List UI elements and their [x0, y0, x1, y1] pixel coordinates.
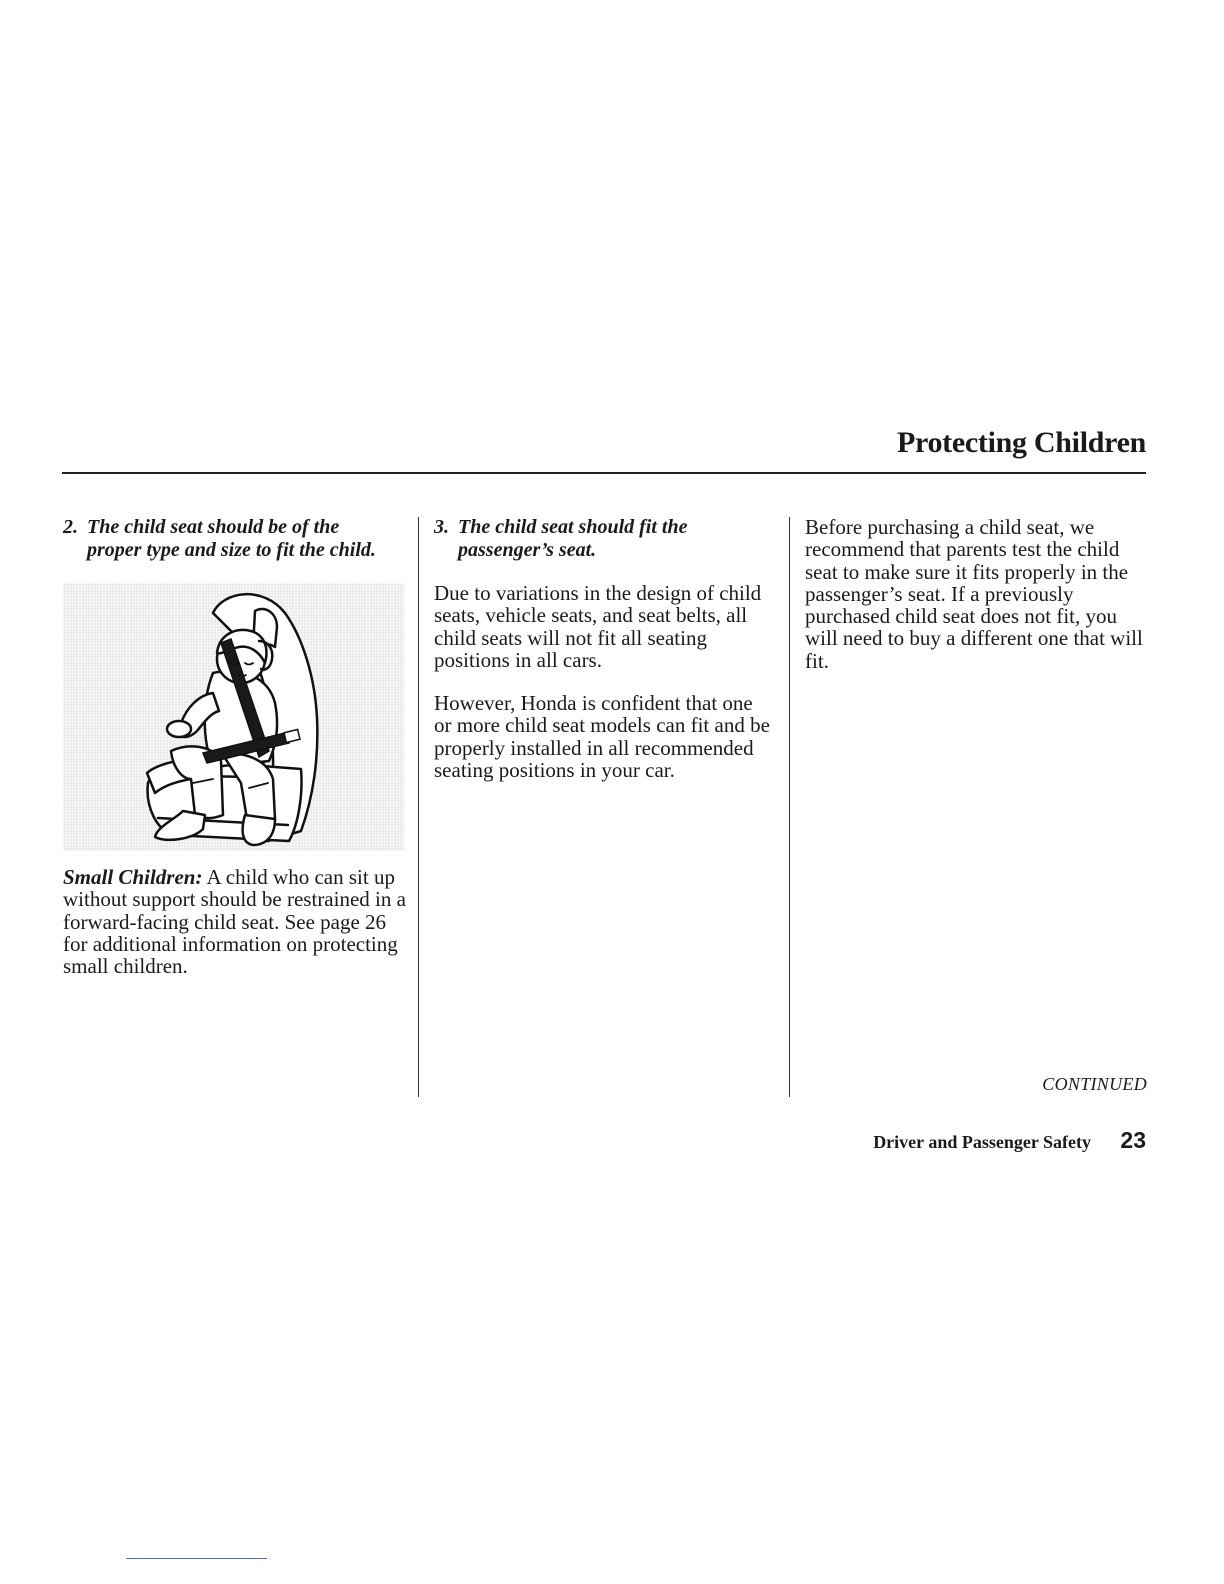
- page-section-title: Protecting Children: [896, 426, 1146, 459]
- item-number: 2.: [63, 516, 78, 538]
- item-heading-3: [434, 516, 774, 562]
- heading-line: proper type and size to fit the child.: [87, 539, 376, 561]
- child-seat-illustration: [63, 583, 404, 851]
- middle-column: [434, 516, 774, 781]
- paragraph-lead: Small Children:: [63, 865, 203, 889]
- continued-label: CONTINUED: [1042, 1074, 1147, 1094]
- child-in-booster-seat-icon: [63, 583, 404, 851]
- heading-line: The child seat should fit the: [458, 516, 688, 538]
- small-children-paragraph: [63, 866, 408, 977]
- item-number: 3.: [434, 516, 449, 538]
- heading-line: passenger’s seat.: [458, 539, 597, 561]
- column-divider-2: [789, 517, 790, 1097]
- footer-section-label: Driver and Passenger Safety: [873, 1132, 1091, 1152]
- page-number: 23: [1120, 1127, 1146, 1153]
- honda-confidence-paragraph: However, Honda is confident that one or more child seat models can fit and be properly installed in all recommended seating positions in your car.: [434, 691, 770, 783]
- purchase-advice-paragraph: Before purchasing a child seat, we recommend that parents test the child seat to make sure it fits properly in the passenger’s seat. If a previously purchased child seat does not fit, you will need to buy a different one that will fit.: [805, 515, 1143, 673]
- paragraph-text: A child who can sit up without support should be restrained in a forward-facing child seat. See page 26 for additional information on protecting small children.: [63, 865, 406, 979]
- design-variation-paragraph: Due to variations in the design of child seats, vehicle seats, and seat belts, all child seats will not fit all seating positions in all cars.: [434, 581, 762, 672]
- scan-artifact-line: [126, 1558, 267, 1559]
- header-rule: [62, 472, 1146, 474]
- left-column: [63, 516, 408, 977]
- item-heading-2: [63, 516, 408, 562]
- heading-line: The child seat should be of the: [87, 516, 340, 538]
- right-column: [805, 516, 1145, 672]
- column-divider-1: [418, 517, 419, 1097]
